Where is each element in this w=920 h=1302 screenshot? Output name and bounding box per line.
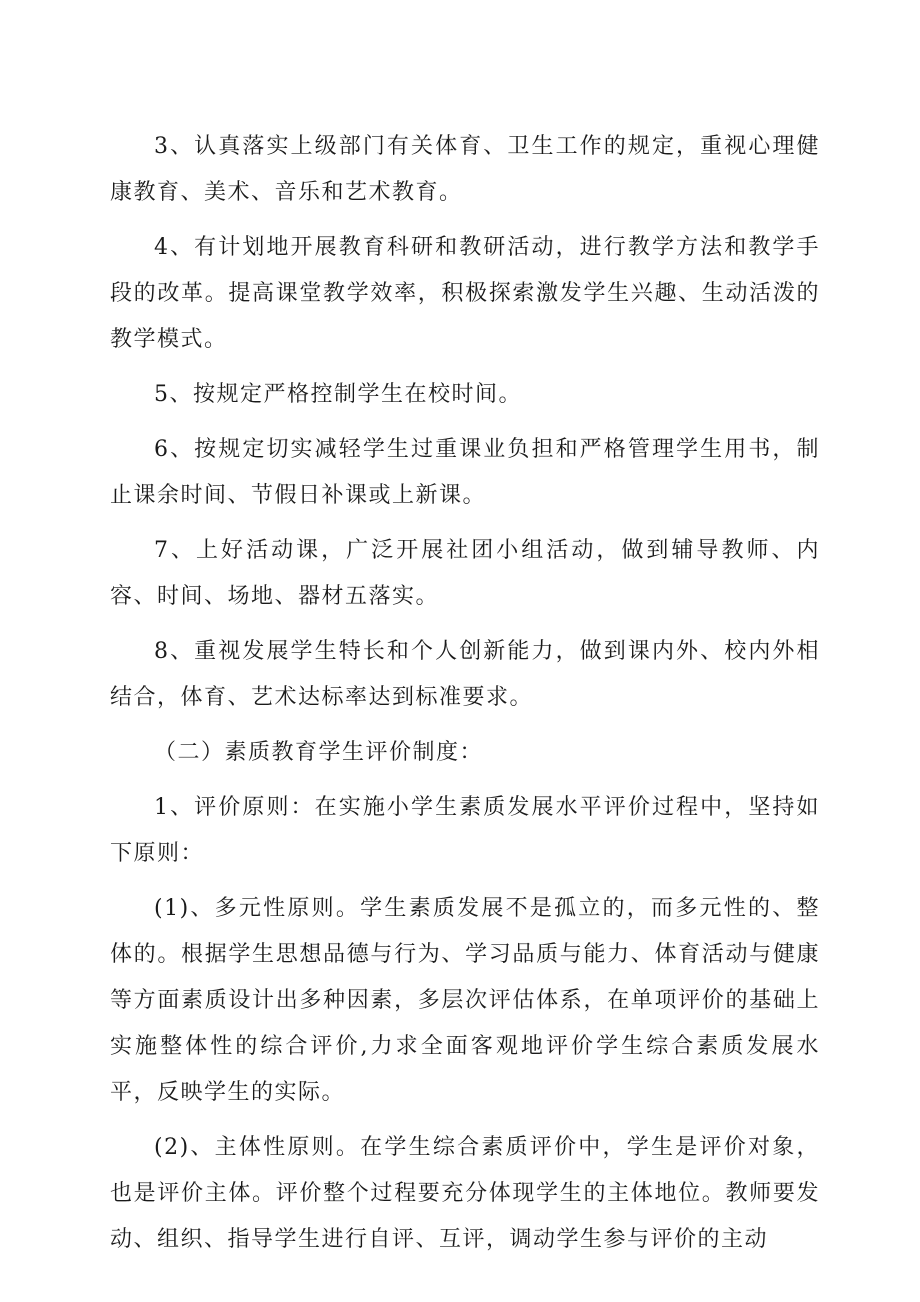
paragraph-item-7: 7、上好活动课，广泛开展社团小组活动，做到辅导教师、内容、时间、场地、器材五落实。 bbox=[110, 538, 820, 609]
document-body bbox=[110, 124, 820, 1272]
paragraph-evaluation-principles: 1、评价原则：在实施小学生素质发展水平评价过程中，坚持如下原则： bbox=[110, 795, 820, 866]
paragraph-item-4: 4、有计划地开展教育科研和教研活动，进行教学方法和教学手段的改革。提高课堂教学效率，积极探索激发学生兴趣、生动活泼的教学模式。 bbox=[110, 235, 820, 352]
section-heading-evaluation: （二）素质教育学生评价制度： bbox=[154, 740, 484, 765]
paragraph-principle-diversity: (1)、多元性原则。学生素质发展不是孤立的，而多元性的、整体的。根据学生思想品德与行为、学习品质与能力、体育活动与健康等方面素质设计出多种因素，多层次评估体系，在单项评价的基础上实施整体性的综合评价,力求全面客观地评价学生综合素质发展水平，反映学生的实际。 bbox=[110, 896, 820, 1105]
paragraph-item-6: 6、按规定切实减轻学生过重课业负担和严格管理学生用书，制止课余时间、节假日补课或上新课。 bbox=[110, 437, 820, 508]
paragraph-item-3: 3、认真落实上级部门有关体育、卫生工作的规定，重视心理健康教育、美术、音乐和艺术教育。 bbox=[110, 134, 820, 205]
paragraph-principle-subjectivity: (2)、主体性原则。在学生综合素质评价中，学生是评价对象，也是评价主体。评价整个过程要充分体现学生的主体地位。教师要发动、组织、指导学生进行自评、互评，调动学生参与评价的主动 bbox=[110, 1135, 820, 1252]
paragraph-item-8: 8、重视发展学生特长和个人创新能力，做到课内外、校内外相结合，体育、艺术达标率达到标准要求。 bbox=[110, 639, 820, 710]
paragraph-item-5: 5、按规定严格控制学生在校时间。 bbox=[154, 382, 522, 407]
